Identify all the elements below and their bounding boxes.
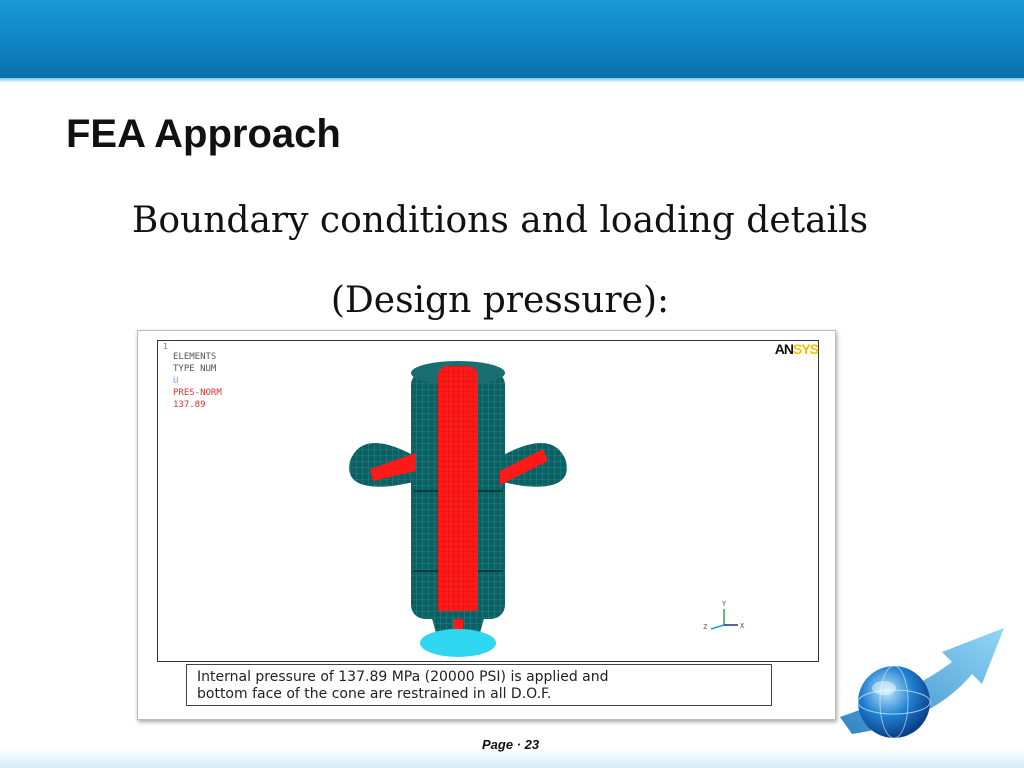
page-number: Page · 23 — [482, 737, 540, 752]
slide-title: FEA Approach — [66, 112, 341, 156]
globe-arrow-decoration — [832, 622, 1012, 752]
caption-line-1: Internal pressure of 137.89 MPa (20000 PSI) is applied and — [197, 669, 609, 685]
triad-x-label: X — [740, 622, 745, 630]
ansys-figure — [137, 330, 836, 720]
coordinate-triad — [703, 600, 745, 631]
legend-u: U — [173, 376, 179, 386]
legend-pressure-value: 137.89 — [173, 400, 206, 410]
caption-box — [186, 664, 772, 706]
subtitle-line-2: (Design pressure): — [330, 280, 670, 321]
ansys-logo-part1: AN — [774, 341, 793, 357]
header-bar — [0, 0, 1024, 80]
legend-pres-norm: PRES-NORM — [173, 388, 222, 398]
fea-model — [158, 341, 818, 661]
triad-y-label: Y — [722, 600, 727, 608]
subtitle-line-1: Boundary conditions and loading details — [131, 200, 869, 241]
window-number: 1 — [163, 342, 168, 351]
header-bar-edge — [0, 78, 1024, 82]
ansys-plot-area — [157, 340, 819, 662]
legend-type-num: TYPE NUM — [173, 364, 217, 374]
legend-elements: ELEMENTS — [173, 352, 217, 362]
ansys-logo-part2: SYS — [792, 341, 818, 357]
restraint — [420, 629, 496, 657]
caption-line-2: bottom face of the cone are restrained in all D.O.F. — [197, 686, 552, 702]
pressure-region — [438, 366, 478, 626]
triad-z-label: Z — [703, 623, 708, 631]
